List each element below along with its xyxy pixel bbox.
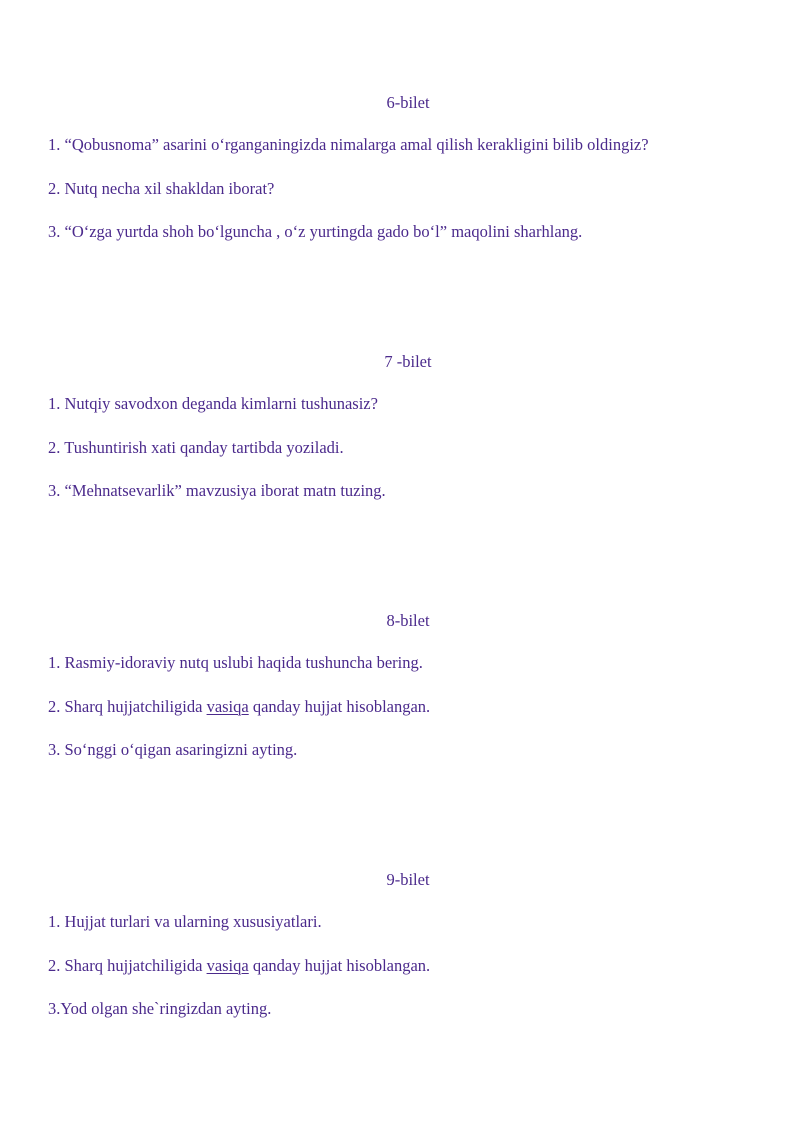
ticket-7 [48,352,768,525]
question-text-before: 2. Sharq hujjatchiligida [48,955,207,975]
question-2: 2. Nutq necha xil shakldan iborat? [48,178,275,198]
ticket-8 [48,611,768,784]
question-1: 1. Rasmiy-idoraviy nutq uslubi haqida tushuncha bering. [48,653,423,672]
underlined-term: vasiqa [206,696,249,716]
question-2 [48,956,768,976]
ticket-9 [48,870,768,1043]
question-text-after: qanday hujjat hisoblangan. [248,696,431,716]
question-text-after: qanday hujjat hisoblangan. [248,955,431,975]
question-1: 1. Hujjat turlari va ularning xususiyatlari. [48,912,322,931]
question-3: 3. “Mehnatsevarlik” mavzusiya iborat matn tuzing. [48,481,386,500]
question-1: 1. “Qobusnoma” asarini o‘rganganingizda nimalarga amal qilish kerakligini bilib oldingiz? [48,135,649,154]
question-2: 2. Tushuntirish xati qanday tartibda yoziladi. [48,437,344,457]
question-2 [48,697,768,717]
ticket-title: 9-bilet [386,870,430,889]
question-3: 3. So‘nggi o‘qigan asaringizni ayting. [48,740,298,759]
ticket-title: 6-bilet [386,93,430,112]
question-3: 3.Yod olgan she`ringizdan ayting. [48,999,272,1018]
ticket-title: 8-bilet [386,611,430,630]
ticket-title: 7 -bilet [384,352,432,371]
question-3: 3. “O‘zga yurtda shoh bo‘lguncha , o‘z yurtingda gado bo‘l” maqolini sharhlang. [48,222,583,241]
question-text-before: 2. Sharq hujjatchiligida [48,696,207,716]
underlined-term: vasiqa [206,955,249,975]
ticket-6 [48,93,768,266]
question-1: 1. Nutqiy savodxon deganda kimlarni tushunasiz? [48,394,378,413]
